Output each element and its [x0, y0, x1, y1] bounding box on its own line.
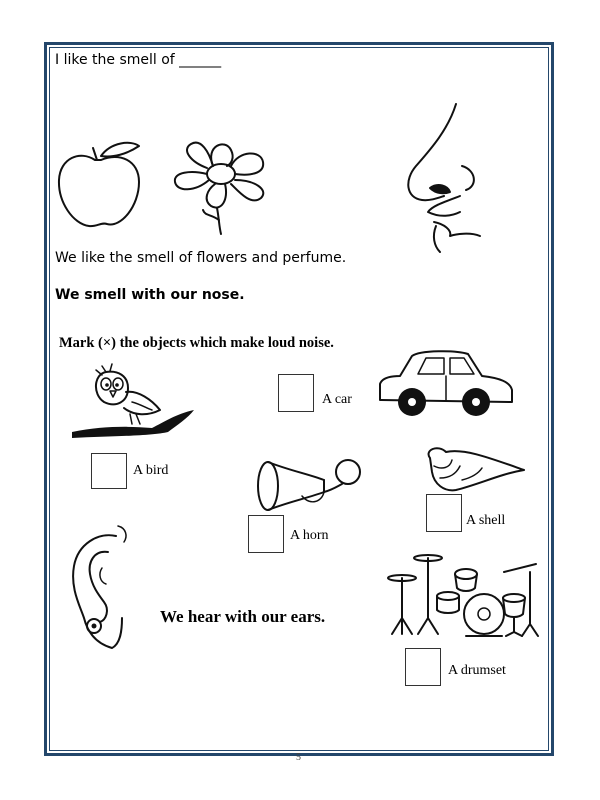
nose-icon	[400, 102, 490, 258]
smell-conclusion: We smell with our nose.	[55, 287, 245, 303]
flower-icon	[165, 136, 273, 234]
horn-checkbox[interactable]	[248, 515, 284, 553]
bird-icon	[72, 362, 198, 442]
bird-checkbox[interactable]	[91, 453, 127, 489]
horn-label: A horn	[290, 528, 329, 543]
car-label: A car	[322, 392, 352, 407]
drumset-checkbox[interactable]	[405, 648, 441, 686]
car-icon	[376, 348, 516, 420]
ear-icon	[64, 522, 130, 654]
apple-icon	[55, 138, 145, 230]
smell-sentence: We like the smell of flowers and perfume.	[55, 250, 347, 266]
smell-prompt: I like the smell of ______	[55, 52, 222, 68]
car-checkbox[interactable]	[278, 374, 314, 412]
hearing-conclusion: We hear with our ears.	[160, 607, 326, 626]
hearing-instruction: Mark (×) the objects which make loud noise.	[59, 335, 334, 351]
horn-icon	[252, 456, 362, 514]
shell-label: A shell	[466, 513, 506, 528]
shell-icon	[420, 444, 526, 492]
drumset-label: A drumset	[448, 663, 506, 678]
shell-checkbox[interactable]	[426, 494, 462, 532]
page-number: 5	[296, 752, 301, 763]
bird-label: A bird	[133, 463, 169, 478]
drumset-icon	[386, 552, 546, 638]
